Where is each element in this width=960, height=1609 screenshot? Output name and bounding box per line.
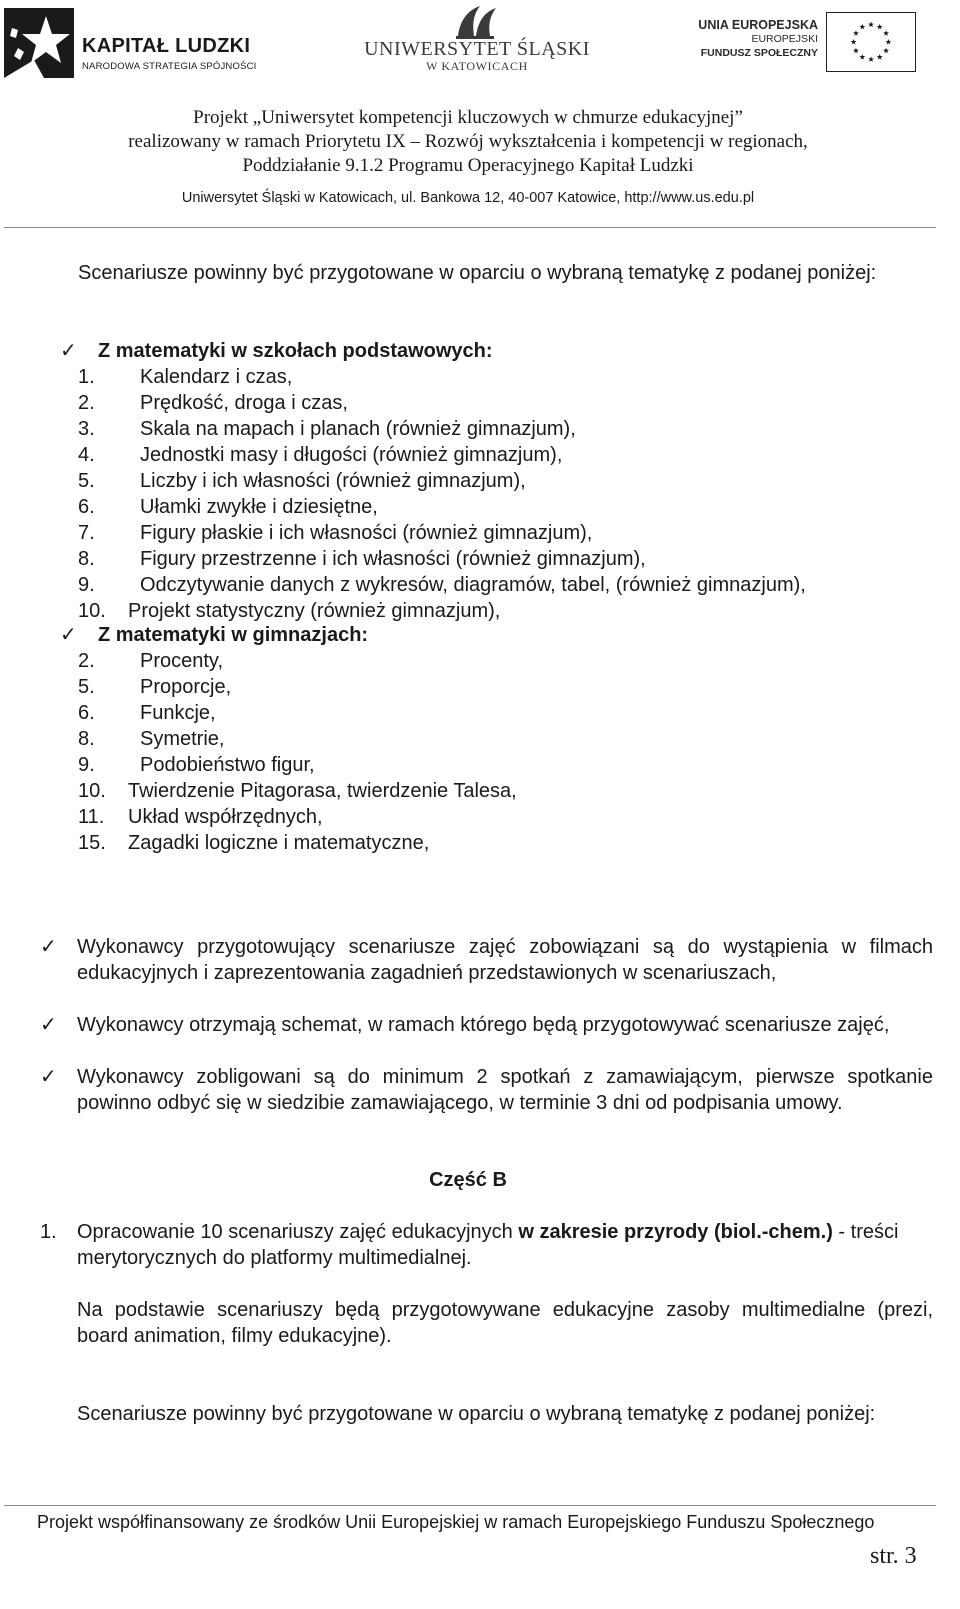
- list-item: Funkcje,: [140, 702, 216, 724]
- eu-star-icon: [853, 48, 859, 54]
- check-icon: ✓: [40, 1066, 57, 1088]
- list-item: Prędkość, droga i czas,: [140, 392, 348, 414]
- list-item: Twierdzenie Pitagorasa, twierdzenie Talesa,: [128, 780, 517, 802]
- check-icon: ✓: [60, 340, 77, 362]
- eu-star-icon: [868, 56, 874, 62]
- list-item-number: 9.: [78, 574, 95, 596]
- list-item: Podobieństwo figur,: [140, 754, 315, 776]
- eu-flag-icon: [826, 12, 916, 72]
- eu-star-icon: [868, 22, 874, 28]
- list-item: Zagadki logiczne i matematyczne,: [128, 832, 430, 854]
- list-item: Skala na mapach i planach (również gimnazjum),: [140, 418, 576, 440]
- project-line-2: realizowany w ramach Priorytetu IX – Rozwój wykształcenia i kompetencji w regionach,: [128, 131, 808, 152]
- eu-star-icon: [877, 24, 883, 30]
- list-item: Proporcje,: [140, 676, 232, 698]
- part-b-item-number: 1.: [40, 1221, 57, 1243]
- list-item: Kalendarz i czas,: [140, 366, 293, 388]
- part-b-item-text-b: - treści merytorycznych do platformy multimedialnej.: [77, 1221, 899, 1269]
- project-line-1: Projekt „Uniwersytet kompetencji kluczowych w chmurze edukacyjnej”: [193, 107, 743, 128]
- university-name: UNIWERSYTET ŚLĄSKI: [364, 38, 590, 60]
- list-item: Ułamki zwykłe i dziesiętne,: [140, 496, 378, 518]
- project-description: [0, 106, 936, 178]
- list-item-number: 15.: [78, 832, 106, 854]
- header-divider: [4, 227, 936, 228]
- university-emblem-icon: [450, 2, 500, 42]
- part-b-title: Część B: [429, 1169, 507, 1191]
- check-icon: ✓: [60, 624, 77, 646]
- list-item: Procenty,: [140, 650, 223, 672]
- eu-star-icon: [859, 54, 865, 60]
- list-item-number: 7.: [78, 522, 95, 544]
- list-item: Figury przestrzenne i ich własności (również gimnazjum),: [140, 548, 646, 570]
- eu-line-3: FUNDUSZ SPOŁECZNY: [700, 47, 818, 59]
- eu-logo: [690, 12, 930, 74]
- list-item: Odczytywanie danych z wykresów, diagramów, tabel, (również gimnazjum),: [140, 574, 806, 596]
- list-item: Projekt statystyczny (również gimnazjum),: [128, 600, 501, 622]
- footer-divider: [4, 1505, 936, 1506]
- list-item: Liczby i ich własności (również gimnazjum),: [140, 470, 526, 492]
- list-item-number: 11.: [78, 806, 105, 828]
- list-item: Jednostki masy i długości (również gimnazjum),: [140, 444, 563, 466]
- obligation-2: Wykonawcy otrzymają schemat, w ramach którego będą przygotowywać scenariusze zajęć,: [77, 1014, 890, 1036]
- eu-star-icon: [883, 30, 889, 36]
- part-b-paragraph: Na podstawie scenariuszy będą przygotowywane edukacyjne zasoby multimedialne (prezi, board animation, filmy edukacyjne).: [77, 1299, 933, 1347]
- list-item-number: 10.: [78, 780, 106, 802]
- check-icon: ✓: [40, 936, 57, 958]
- kapital-ludzki-title: KAPITAŁ LUDZKI: [82, 35, 251, 57]
- list-item-number: 2.: [78, 392, 95, 414]
- eu-star-icon: [877, 54, 883, 60]
- part-b-intro: Scenariusze powinny być przygotowane w oparciu o wybraną tematykę z podanej poniżej:: [77, 1403, 876, 1425]
- intro-paragraph: Scenariusze powinny być przygotowane w oparciu o wybraną tematykę z podanej poniżej:: [78, 262, 877, 284]
- part-b-item-scope: w zakresie przyrody (biol.-chem.): [518, 1221, 833, 1243]
- list-item-number: 5.: [78, 470, 95, 492]
- eu-logo-text: [698, 18, 818, 60]
- page-number: str. 3: [870, 1543, 917, 1569]
- obligation-1: Wykonawcy przygotowujący scenariusze zajęć zobowiązani są do wystąpienia w filmach edukacyjnych i zaprezentowania zagadnień przedstawionych w scenariuszach,: [77, 936, 933, 984]
- list-item-number: 9.: [78, 754, 95, 776]
- list-item: Figury płaskie i ich własności (również gimnazjum),: [140, 522, 593, 544]
- part-b-item: [77, 1219, 933, 1271]
- list-item-number: 6.: [78, 702, 95, 724]
- eu-star-icon: [885, 39, 891, 45]
- list-item-number: 1.: [78, 366, 95, 388]
- list-item-number: 10.: [78, 600, 106, 622]
- list-item-number: 4.: [78, 444, 95, 466]
- obligation-3: Wykonawcy zobligowani są do minimum 2 spotkań z zamawiającym, pierwsze spotkanie powinno odbyć się w siedzibie zamawiającego, w terminie 3 dni od podpisania umowy.: [77, 1066, 933, 1114]
- list-item-number: 2.: [78, 650, 95, 672]
- list-item-number: 8.: [78, 728, 95, 750]
- university-address: Uniwersytet Śląski w Katowicach, ul. Bankowa 12, 40-007 Katowice, http://www.us.edu.pl: [181, 190, 755, 206]
- eu-line-2: EUROPEJSKI: [751, 33, 818, 45]
- primary-heading: Z matematyki w szkołach podstawowych:: [98, 340, 493, 362]
- eu-star-icon: [851, 39, 857, 45]
- project-line-3: Poddziałanie 9.1.2 Programu Operacyjnego Kapitał Ludzki: [242, 155, 694, 176]
- eu-star-icon: [883, 48, 889, 54]
- footer-text: Projekt współfinansowany ze środków Unii Europejskiej w ramach Europejskiego Funduszu Społecznego: [37, 1512, 875, 1532]
- list-item-number: 5.: [78, 676, 95, 698]
- secondary-heading: Z matematyki w gimnazjach:: [98, 624, 369, 646]
- kapital-ludzki-star-icon: [4, 8, 74, 78]
- list-item-number: 8.: [78, 548, 95, 570]
- part-b-item-text-a: Opracowanie 10 scenariuszy zajęć edukacyjnych: [77, 1221, 519, 1243]
- list-item-number: 3.: [78, 418, 95, 440]
- list-item: Symetrie,: [140, 728, 225, 750]
- eu-star-icon: [859, 24, 865, 30]
- list-item: Układ współrzędnych,: [128, 806, 323, 828]
- university-city: W KATOWICACH: [426, 59, 528, 73]
- eu-line-1: UNIA EUROPEJSKA: [698, 18, 818, 32]
- kapital-ludzki-subtitle: NARODOWA STRATEGIA SPÓJNOŚCI: [82, 61, 257, 72]
- kapital-ludzki-logo: [4, 8, 264, 78]
- university-logo: [352, 2, 602, 78]
- check-icon: ✓: [40, 1014, 57, 1036]
- list-item-number: 6.: [78, 496, 95, 518]
- eu-star-icon: [853, 30, 859, 36]
